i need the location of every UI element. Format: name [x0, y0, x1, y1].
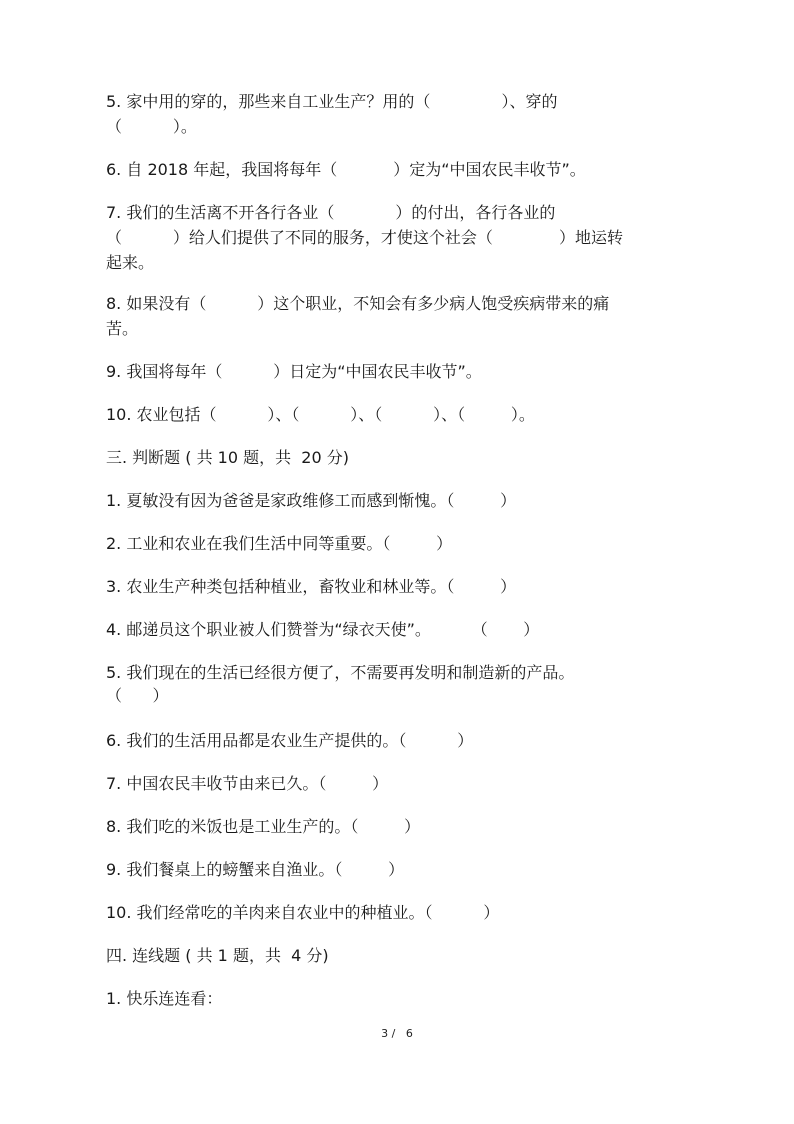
section-3-heading: 三. 判断题 ( 共 10 题，共 20 分): [106, 448, 349, 467]
question-5-line-2: （ ）。: [106, 117, 197, 136]
question-6: 6. 自 2018 年起，我国将每年（ ）定为“中国农民丰收节”。: [106, 160, 586, 179]
question-7-line-2: （ ）给人们提供了不同的服务，才使这个社会（ ）地运转: [106, 228, 623, 247]
judge-item-10: 10. 我们经常吃的羊肉来自农业中的种植业。（ ）: [106, 903, 500, 922]
judge-item-8: 8. 我们吃的米饭也是工业生产的。（ ）: [106, 817, 421, 836]
question-8-line-2: 苦。: [106, 319, 139, 338]
section-4-heading: 四. 连线题 ( 共 1 题，共 4 分): [106, 946, 329, 965]
judge-item-4: 4. 邮递员这个职业被人们赞誉为“绿衣天使”。 （ ）: [106, 620, 540, 639]
question-7-line-3: 起来。: [106, 253, 155, 272]
question-10: 10. 农业包括（ ）、（ ）、（ ）、（ ）。: [106, 405, 535, 424]
question-8-line-1: 8. 如果没有（ ）这个职业，不知会有多少病人饱受疾病带来的痛: [106, 294, 610, 313]
judge-item-5-line-1: 5. 我们现在的生活已经很方便了，不需要再发明和制造新的产品。: [106, 663, 575, 682]
judge-item-2: 2. 工业和农业在我们生活中同等重要。（ ）: [106, 534, 453, 553]
judge-item-5-line-2: （ ）: [106, 686, 169, 705]
judge-item-3: 3. 农业生产种类包括种植业，畜牧业和林业等。（ ）: [106, 577, 517, 596]
question-5-line-1: 5. 家中用的穿的，那些来自工业生产？用的（ ）、穿的: [106, 92, 558, 111]
page-number: 3 / 6: [381, 1027, 413, 1040]
question-9: 9. 我国将每年（ ）日定为“中国农民丰收节”。: [106, 362, 482, 381]
question-7-line-1: 7. 我们的生活离不开各行各业（ ）的付出，各行各业的: [106, 203, 556, 222]
matching-item-1: 1. 快乐连连看：: [106, 989, 223, 1008]
judge-item-1: 1. 夏敏没有因为爸爸是家政维修工而感到惭愧。（ ）: [106, 491, 517, 510]
judge-item-9: 9. 我们餐桌上的螃蟹来自渔业。（ ）: [106, 860, 405, 879]
judge-item-7: 7. 中国农民丰收节由来已久。（ ）: [106, 774, 389, 793]
judge-item-6: 6. 我们的生活用品都是农业生产提供的。（ ）: [106, 731, 474, 750]
